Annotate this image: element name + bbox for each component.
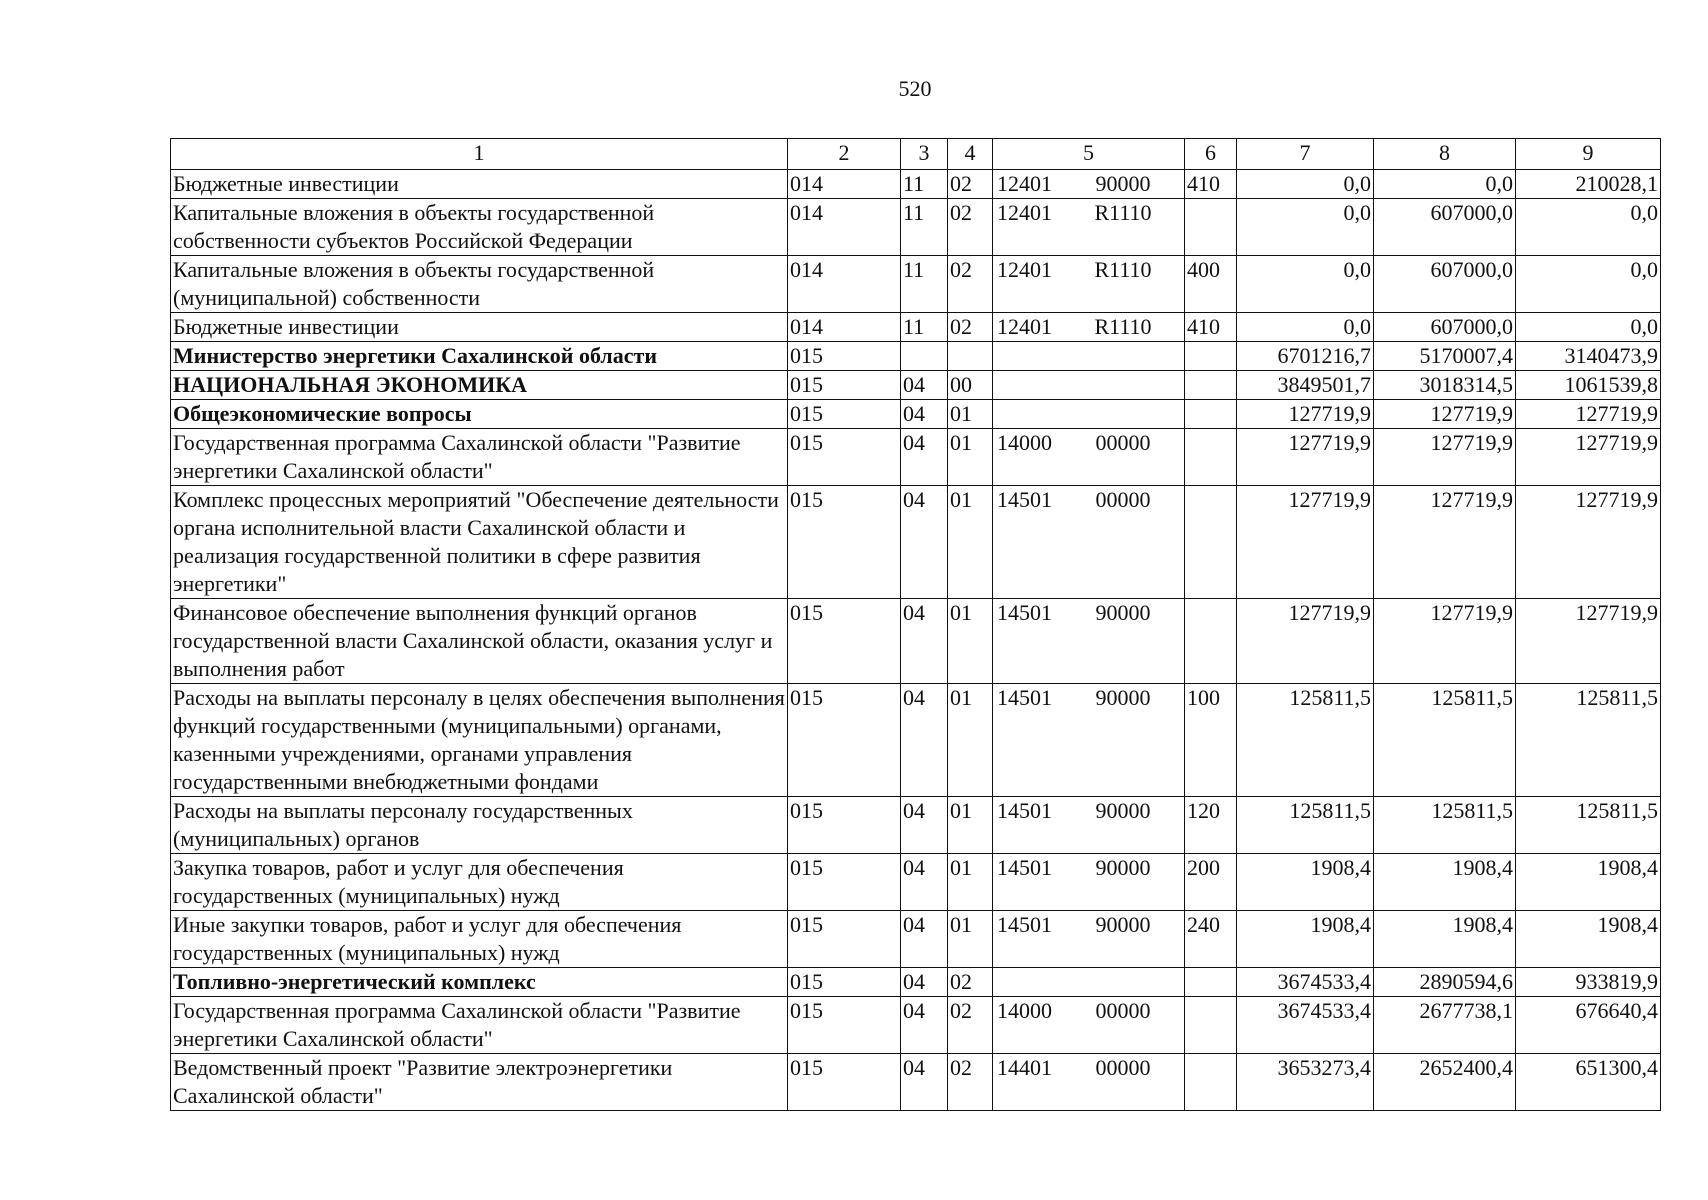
- subsection-code: 02: [948, 968, 993, 997]
- expense-type-code: [1185, 486, 1237, 599]
- expense-type-code: [1185, 968, 1237, 997]
- ministry-code: 015: [788, 911, 901, 968]
- amount-col-8: 3018314,5: [1374, 371, 1516, 400]
- table-row: [171, 199, 1661, 256]
- program-code: 12401: [997, 257, 1052, 282]
- table-row: [171, 486, 1661, 599]
- item-name: Бюджетные инвестиции: [171, 170, 788, 199]
- expense-type-code: 240: [1185, 911, 1237, 968]
- amount-col-7: 127719,9: [1237, 429, 1374, 486]
- amount-col-9: 125811,5: [1516, 684, 1661, 797]
- ministry-code: 014: [788, 256, 901, 313]
- amount-col-8: 607000,0: [1374, 313, 1516, 342]
- expense-type-code: [1185, 400, 1237, 429]
- subsection-code: 02: [948, 256, 993, 313]
- section-code: 11: [901, 256, 948, 313]
- direction-code: 00000: [1095, 998, 1151, 1023]
- amount-col-8: 127719,9: [1374, 599, 1516, 684]
- table-row: [171, 1054, 1661, 1111]
- subsection-code: 02: [948, 997, 993, 1054]
- ministry-code: 015: [788, 486, 901, 599]
- amount-col-7: 0,0: [1237, 313, 1374, 342]
- budget-table: [170, 138, 1661, 1111]
- program-code: 14501: [997, 912, 1052, 937]
- amount-col-8: 125811,5: [1374, 684, 1516, 797]
- section-code: 04: [901, 911, 948, 968]
- ministry-code: 015: [788, 599, 901, 684]
- amount-col-9: 210028,1: [1516, 170, 1661, 199]
- direction-code: 90000: [1095, 855, 1151, 880]
- item-name: Бюджетные инвестиции: [171, 313, 788, 342]
- target-article-code: [993, 256, 1185, 313]
- ministry-code: 015: [788, 400, 901, 429]
- subsection-code: 01: [948, 429, 993, 486]
- target-article-code: [993, 968, 1185, 997]
- subsection-code: 01: [948, 486, 993, 599]
- direction-code: 90000: [1095, 171, 1151, 196]
- amount-col-7: 127719,9: [1237, 400, 1374, 429]
- amount-col-9: 933819,9: [1516, 968, 1661, 997]
- table-body: [171, 170, 1661, 1111]
- ministry-code: 015: [788, 797, 901, 854]
- amount-col-9: 0,0: [1516, 256, 1661, 313]
- amount-col-8: 127719,9: [1374, 400, 1516, 429]
- header-col-2: 2: [788, 139, 901, 170]
- ministry-code: 015: [788, 429, 901, 486]
- amount-col-8: 2677738,1: [1374, 997, 1516, 1054]
- target-article-code: [993, 684, 1185, 797]
- table-row: [171, 256, 1661, 313]
- program-code: 14501: [997, 487, 1052, 512]
- item-name: Государственная программа Сахалинской области "Развитие энергетики Сахалинской области": [171, 997, 788, 1054]
- program-code: 14501: [997, 685, 1052, 710]
- program-code: 14401: [997, 1055, 1052, 1080]
- target-article-code: [993, 1054, 1185, 1111]
- subsection-code: 01: [948, 400, 993, 429]
- expense-type-code: [1185, 371, 1237, 400]
- header-col-8: 8: [1374, 139, 1516, 170]
- amount-col-7: 125811,5: [1237, 684, 1374, 797]
- expense-type-code: [1185, 1054, 1237, 1111]
- item-name: Государственная программа Сахалинской области "Развитие энергетики Сахалинской области": [171, 429, 788, 486]
- header-row: [171, 139, 1661, 170]
- amount-col-8: 0,0: [1374, 170, 1516, 199]
- expense-type-code: [1185, 199, 1237, 256]
- amount-col-7: 0,0: [1237, 170, 1374, 199]
- target-article-code: [993, 313, 1185, 342]
- header-col-6: 6: [1185, 139, 1237, 170]
- expense-type-code: 100: [1185, 684, 1237, 797]
- subsection-code: 02: [948, 170, 993, 199]
- expense-type-code: [1185, 599, 1237, 684]
- expense-type-code: 400: [1185, 256, 1237, 313]
- item-name: Капитальные вложения в объекты государственной собственности субъектов Российской Федерации: [171, 199, 788, 256]
- header-col-3: 3: [901, 139, 948, 170]
- program-code: 12401: [997, 314, 1052, 339]
- item-name: Топливно-энергетический комплекс: [171, 968, 788, 997]
- expense-type-code: 410: [1185, 313, 1237, 342]
- section-code: 11: [901, 199, 948, 256]
- subsection-code: 01: [948, 797, 993, 854]
- item-name: Министерство энергетики Сахалинской области: [171, 342, 788, 371]
- amount-col-9: 1908,4: [1516, 854, 1661, 911]
- amount-col-7: 1908,4: [1237, 911, 1374, 968]
- ministry-code: 015: [788, 684, 901, 797]
- subsection-code: 02: [948, 313, 993, 342]
- amount-col-9: 0,0: [1516, 313, 1661, 342]
- direction-code: 00000: [1095, 1055, 1151, 1080]
- item-name: Общеэкономические вопросы: [171, 400, 788, 429]
- ministry-code: 015: [788, 854, 901, 911]
- amount-col-7: 3674533,4: [1237, 968, 1374, 997]
- target-article-code: [993, 371, 1185, 400]
- amount-col-8: 125811,5: [1374, 797, 1516, 854]
- direction-code: R1110: [1094, 200, 1152, 225]
- section-code: 04: [901, 797, 948, 854]
- subsection-code: 02: [948, 1054, 993, 1111]
- subsection-code: 01: [948, 684, 993, 797]
- table-row: [171, 997, 1661, 1054]
- amount-col-7: 0,0: [1237, 256, 1374, 313]
- program-code: 14000: [997, 430, 1052, 455]
- header-col-1: 1: [171, 139, 788, 170]
- table-row: [171, 170, 1661, 199]
- header-col-9: 9: [1516, 139, 1661, 170]
- subsection-code: 02: [948, 199, 993, 256]
- amount-col-9: 3140473,9: [1516, 342, 1661, 371]
- ministry-code: 014: [788, 313, 901, 342]
- expense-type-code: [1185, 429, 1237, 486]
- subsection-code: 00: [948, 371, 993, 400]
- target-article-code: [993, 342, 1185, 371]
- section-code: 11: [901, 170, 948, 199]
- item-name: Иные закупки товаров, работ и услуг для обеспечения государственных (муниципальных) нужд: [171, 911, 788, 968]
- subsection-code: [948, 342, 993, 371]
- target-article-code: [993, 997, 1185, 1054]
- table-row: [171, 371, 1661, 400]
- expense-type-code: 200: [1185, 854, 1237, 911]
- amount-col-7: 125811,5: [1237, 797, 1374, 854]
- ministry-code: 015: [788, 342, 901, 371]
- subsection-code: 01: [948, 911, 993, 968]
- direction-code: 90000: [1095, 600, 1151, 625]
- amount-col-7: 127719,9: [1237, 599, 1374, 684]
- direction-code: 90000: [1095, 912, 1151, 937]
- ministry-code: 014: [788, 170, 901, 199]
- subsection-code: 01: [948, 854, 993, 911]
- amount-col-9: 127719,9: [1516, 429, 1661, 486]
- item-name: Ведомственный проект "Развитие электроэнергетики Сахалинской области": [171, 1054, 788, 1111]
- item-name: НАЦИОНАЛЬНАЯ ЭКОНОМИКА: [171, 371, 788, 400]
- item-name: Расходы на выплаты персоналу в целях обеспечения выполнения функций государственными (муниципальными) органами, казенными учреждениями, органами управления государственными внебюджетными фондами: [171, 684, 788, 797]
- expense-type-code: [1185, 997, 1237, 1054]
- section-code: 04: [901, 599, 948, 684]
- amount-col-8: 607000,0: [1374, 199, 1516, 256]
- section-code: [901, 342, 948, 371]
- program-code: 14501: [997, 855, 1052, 880]
- amount-col-8: 127719,9: [1374, 486, 1516, 599]
- expense-type-code: 120: [1185, 797, 1237, 854]
- program-code: 14501: [997, 600, 1052, 625]
- table-header: [171, 139, 1661, 170]
- program-code: 14501: [997, 798, 1052, 823]
- amount-col-8: 2890594,6: [1374, 968, 1516, 997]
- amount-col-9: 0,0: [1516, 199, 1661, 256]
- amount-col-9: 127719,9: [1516, 486, 1661, 599]
- ministry-code: 014: [788, 199, 901, 256]
- direction-code: 90000: [1095, 685, 1151, 710]
- item-name: Расходы на выплаты персоналу государственных (муниципальных) органов: [171, 797, 788, 854]
- target-article-code: [993, 854, 1185, 911]
- expense-type-code: [1185, 342, 1237, 371]
- direction-code: 90000: [1095, 798, 1151, 823]
- table-row: [171, 342, 1661, 371]
- amount-col-7: 3674533,4: [1237, 997, 1374, 1054]
- target-article-code: [993, 486, 1185, 599]
- program-code: 14000: [997, 998, 1052, 1023]
- amount-col-8: 127719,9: [1374, 429, 1516, 486]
- table-row: [171, 684, 1661, 797]
- amount-col-7: 1908,4: [1237, 854, 1374, 911]
- item-name: Финансовое обеспечение выполнения функций органов государственной власти Сахалинской области, оказания услуг и выполнения работ: [171, 599, 788, 684]
- direction-code: R1110: [1094, 314, 1152, 339]
- amount-col-8: 5170007,4: [1374, 342, 1516, 371]
- table-row: [171, 313, 1661, 342]
- program-code: 12401: [997, 200, 1052, 225]
- direction-code: R1110: [1094, 257, 1152, 282]
- amount-col-9: 127719,9: [1516, 599, 1661, 684]
- section-code: 04: [901, 429, 948, 486]
- amount-col-9: 1061539,8: [1516, 371, 1661, 400]
- table-row: [171, 911, 1661, 968]
- header-col-7: 7: [1237, 139, 1374, 170]
- section-code: 04: [901, 371, 948, 400]
- amount-col-8: 1908,4: [1374, 911, 1516, 968]
- amount-col-9: 651300,4: [1516, 1054, 1661, 1111]
- amount-col-9: 127719,9: [1516, 400, 1661, 429]
- direction-code: 00000: [1095, 487, 1151, 512]
- section-code: 04: [901, 997, 948, 1054]
- target-article-code: [993, 599, 1185, 684]
- amount-col-8: 1908,4: [1374, 854, 1516, 911]
- subsection-code: 01: [948, 599, 993, 684]
- target-article-code: [993, 170, 1185, 199]
- section-code: 04: [901, 1054, 948, 1111]
- header-col-4: 4: [948, 139, 993, 170]
- section-code: 04: [901, 968, 948, 997]
- target-article-code: [993, 911, 1185, 968]
- item-name: Капитальные вложения в объекты государственной (муниципальной) собственности: [171, 256, 788, 313]
- item-name: Комплекс процессных мероприятий "Обеспечение деятельности органа исполнительной власти Сахалинской области и реализация государственной политики в сфере развития энергетики": [171, 486, 788, 599]
- table-row: [171, 854, 1661, 911]
- amount-col-7: 0,0: [1237, 199, 1374, 256]
- header-col-5: 5: [993, 139, 1185, 170]
- ministry-code: 015: [788, 968, 901, 997]
- amount-col-9: 676640,4: [1516, 997, 1661, 1054]
- table-row: [171, 400, 1661, 429]
- ministry-code: 015: [788, 371, 901, 400]
- target-article-code: [993, 797, 1185, 854]
- amount-col-7: 6701216,7: [1237, 342, 1374, 371]
- section-code: 04: [901, 854, 948, 911]
- amount-col-7: 3653273,4: [1237, 1054, 1374, 1111]
- amount-col-9: 125811,5: [1516, 797, 1661, 854]
- target-article-code: [993, 199, 1185, 256]
- amount-col-8: 607000,0: [1374, 256, 1516, 313]
- expense-type-code: 410: [1185, 170, 1237, 199]
- direction-code: 00000: [1095, 430, 1151, 455]
- target-article-code: [993, 429, 1185, 486]
- ministry-code: 015: [788, 1054, 901, 1111]
- table-row: [171, 429, 1661, 486]
- section-code: 11: [901, 313, 948, 342]
- amount-col-7: 127719,9: [1237, 486, 1374, 599]
- amount-col-9: 1908,4: [1516, 911, 1661, 968]
- ministry-code: 015: [788, 997, 901, 1054]
- section-code: 04: [901, 486, 948, 599]
- table-row: [171, 797, 1661, 854]
- amount-col-8: 2652400,4: [1374, 1054, 1516, 1111]
- table-row: [171, 968, 1661, 997]
- table-row: [171, 599, 1661, 684]
- amount-col-7: 3849501,7: [1237, 371, 1374, 400]
- target-article-code: [993, 400, 1185, 429]
- page-number: 520: [898, 76, 932, 101]
- program-code: 12401: [997, 171, 1052, 196]
- section-code: 04: [901, 684, 948, 797]
- section-code: 04: [901, 400, 948, 429]
- item-name: Закупка товаров, работ и услуг для обеспечения государственных (муниципальных) нужд: [171, 854, 788, 911]
